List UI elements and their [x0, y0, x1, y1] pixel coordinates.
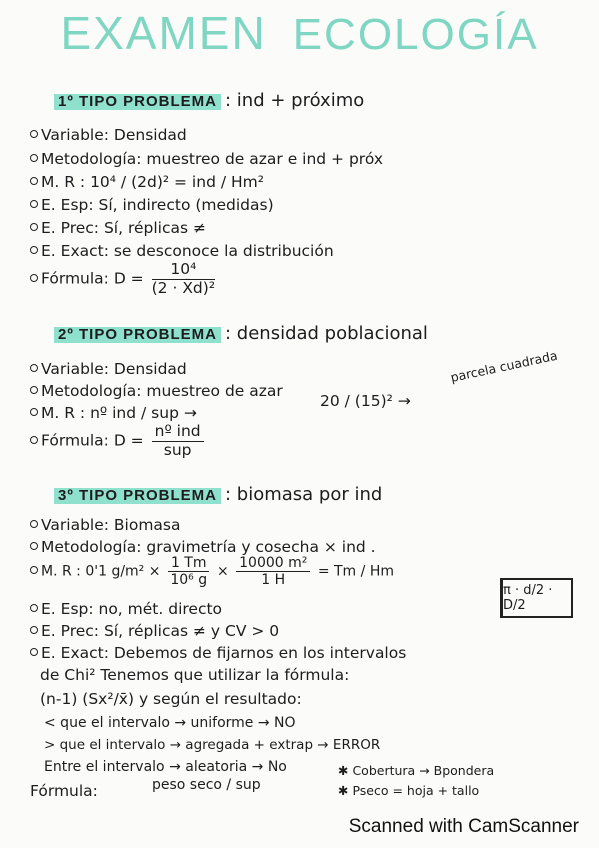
s1-formula-fraction: $\frac{\text{10⁴}}{\text{(2 · X̄d)²}}$: [151, 260, 216, 297]
s3-line-metodologia: Metodología: gravimetría y cosecha × ind .: [30, 538, 376, 556]
boxed-formula: π · d/2 · D/2: [500, 578, 573, 618]
s1-line-metodologia: Metodología: muestreo de azar e ind + próx: [30, 150, 383, 168]
section-1-heading: [54, 90, 364, 111]
s3-line-exact: E. Exact: Debemos de fijarnos en los intervalos: [30, 644, 406, 662]
s1-line-mr: M. R : 10⁴ / (2d)² = ind / Hm²: [30, 173, 264, 191]
s1-line-variable: Variable: Densidad: [30, 126, 187, 144]
s3-line-menor: < que el intervalo → uniforme → NO: [44, 715, 296, 731]
s3-line-chi: de Chi² Tenemos que utilizar la fórmula:: [40, 666, 350, 684]
s1-line-formula: Fórmula: D = $\frac{\text{10⁴}}{\text{(2 · X̄d)²}}$: [30, 262, 218, 296]
s3-line-peso: peso seco / sup: [152, 777, 261, 793]
title-word-1: EXAMEN: [60, 7, 267, 59]
s2-line-variable: Variable: Densidad: [30, 360, 187, 378]
s3-line-prec: E. Prec: Sí, réplicas ≠ y CV > 0: [30, 622, 279, 640]
s3-line-mayor: > que el intervalo → agregada + extrap → ERROR: [44, 737, 381, 753]
section-3-subtitle: : biomasa por ind: [225, 484, 383, 505]
scanner-watermark: Scanned with CamScanner: [348, 816, 579, 837]
s2-formula-fraction: $\frac{\text{nº ind}}{\text{sup}}$: [152, 424, 204, 458]
s3-line-entre: Entre el intervalo → aleatoria → No: [44, 759, 287, 775]
s2-line-mr: M. R : nº ind / sup →: [30, 404, 197, 422]
title-word-2: ECOLOGÍA: [292, 10, 539, 59]
s1-line-exact: E. Exact: se desconoce la distribución: [30, 242, 334, 260]
s2-note-parcela: parcela cuadrada: [449, 347, 559, 385]
s1-line-prec: E. Prec: Sí, réplicas ≠: [30, 219, 206, 237]
section-2-heading: [54, 323, 428, 344]
s3-line-formula-chi: (n-1) (Sx²/x̄) y según el resultado:: [40, 690, 302, 708]
s1-line-esp: E. Esp: Sí, indirecto (medidas): [30, 196, 274, 214]
section-3-heading: [54, 484, 382, 505]
s2-line-metodologia: Metodología: muestreo de azar: [30, 382, 283, 400]
s3-line-esp: E. Esp: no, mét. directo: [30, 600, 222, 618]
section-2-subtitle: : densidad poblacional: [225, 323, 428, 344]
section-3-highlight: 3º TIPO PROBLEMA: [54, 488, 221, 504]
section-1-highlight: 1º TIPO PROBLEMA: [54, 94, 221, 110]
s3-note-cobertura: ✱ Cobertura → Bpondera: [338, 763, 495, 778]
s2-line-calc: 20 / (15)² →: [320, 392, 411, 410]
page-title: [0, 6, 599, 60]
section-2-highlight: 2º TIPO PROBLEMA: [54, 327, 221, 343]
section-1-subtitle: : ind + próximo: [225, 90, 365, 111]
s3-line-mr: M. R : 0'1 g/m² × $\frac{1 Tm}{\text{10⁶ g}}$ × $\frac{\text{10000 m²}}{1 H}$ = Tm / Hm: [30, 556, 394, 587]
s3-note-pseco: ✱ Pseco = hoja + tallo: [338, 783, 480, 798]
s2-line-formula: Fórmula: D = $\frac{\text{nº ind}}{\text{sup}}$: [30, 424, 207, 458]
s3-line-variable: Variable: Biomasa: [30, 516, 181, 534]
s3-line-formula: Fórmula:: [30, 782, 98, 800]
